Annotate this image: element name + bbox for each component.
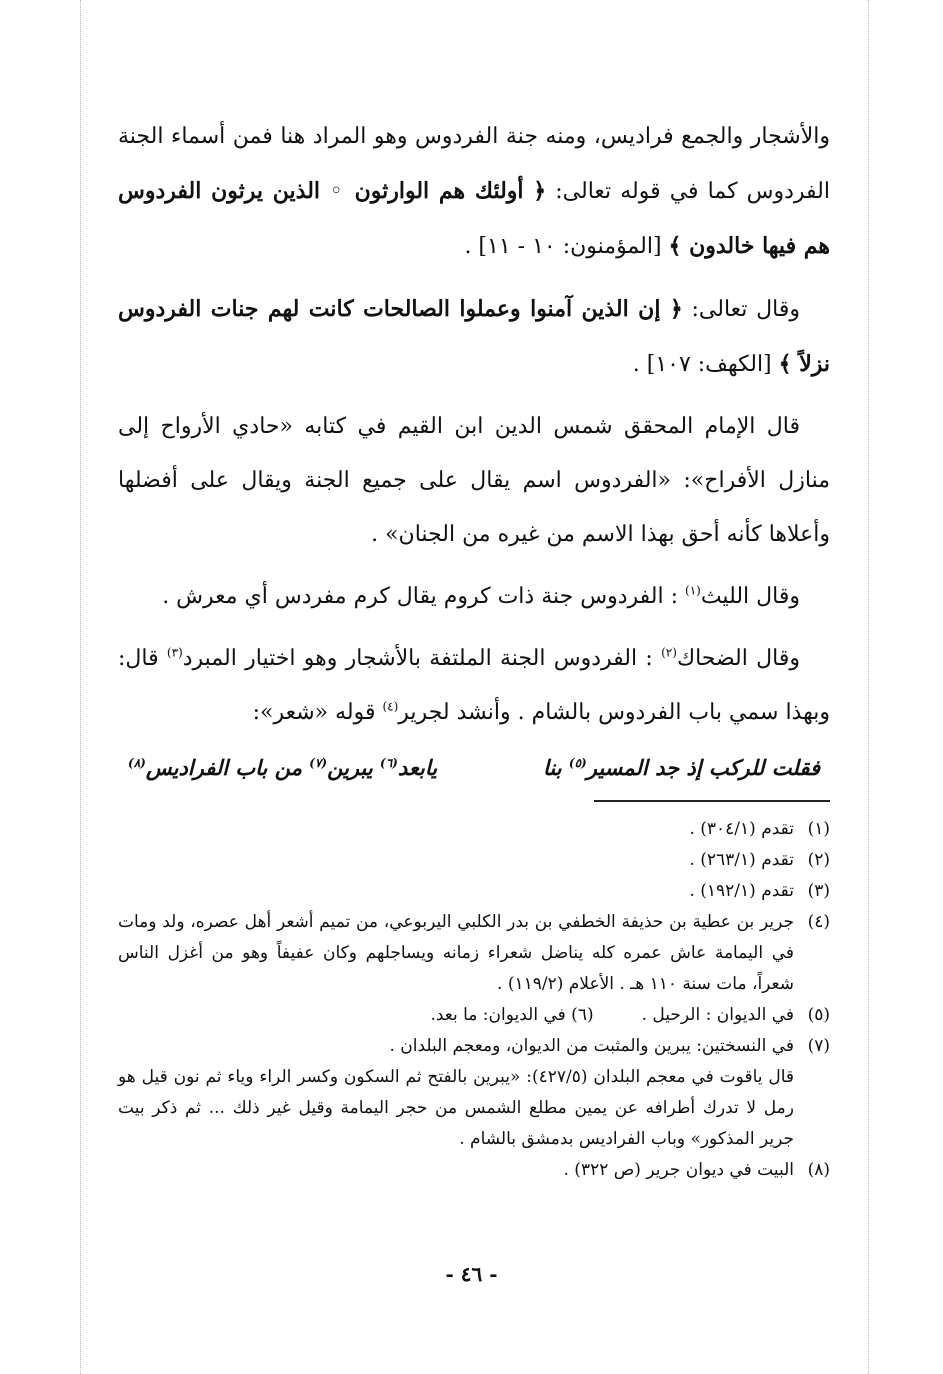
footnote-ref: (٣) — [166, 645, 183, 660]
footnote-number: (٣) — [807, 881, 830, 901]
footnote-number: (٢) — [807, 850, 830, 870]
quran-quote: ﴿ إن الذين آمنوا وعملوا الصالحات كانت لهم جنات الفردوس نزلاً ﴾ — [118, 296, 830, 377]
footnote-ref: (٨) — [128, 756, 146, 770]
paragraph — [118, 570, 830, 624]
text-run: قوله «شعر»: — [252, 700, 383, 725]
footnote-text: في الديوان: ما بعد. — [430, 1005, 566, 1025]
footnote-number — [794, 1062, 830, 1155]
footnote — [118, 845, 830, 876]
footnote-number: (١) — [807, 819, 830, 839]
footnote — [118, 1000, 830, 1031]
footnote — [118, 1031, 830, 1062]
footnote-text: تقدم (٣٠٤/١) . — [689, 819, 794, 839]
footnote-ref: (٢) — [661, 645, 677, 660]
paragraph — [118, 632, 830, 740]
text-run: : الفردوس الجنة الملتفة بالأشجار وهو اختيار المبرد — [182, 646, 662, 671]
verse-second-hemistich — [128, 748, 437, 788]
text-run: [الكهف: ١٠٧] . — [632, 352, 779, 377]
text-run: بنا — [543, 755, 569, 780]
text-run: وقال الضحاك — [676, 646, 800, 671]
margin-guide-right — [868, 0, 869, 1374]
footnote-ref: (٧) — [309, 756, 328, 770]
footnote-separator — [594, 800, 830, 802]
footnote-number: (٧) — [807, 1036, 830, 1056]
verse-first-hemistich — [543, 748, 820, 788]
text-run: [المؤمنون: ١٠ - ١١] . — [464, 234, 669, 259]
text-run: قال الإمام المحقق شمس الدين ابن القيم في كتابه «حادي الأرواح إلى منازل الأفراح»: «الفردوس اسم يقال على جميع الجنة ويقال على أفضلها وأعلاها كأنه أحق بهذا الاسم من غيره من الجنان» . — [118, 414, 830, 547]
footnote-text: في النسختين: يبرين والمثبت من الديوان، ومعجم البلدان . — [389, 1036, 794, 1056]
footnote-text: تقدم (٢٦٣/١) . — [689, 850, 794, 870]
text-run: والأشجار والجمع فراديس، ومنه جنة الفردوس وهو المراد هنا فمن أسماء الجنة الفردوس كما في قوله تعالى: — [118, 124, 830, 204]
footnote-text — [118, 1000, 794, 1031]
footnote-ref: (٤) — [382, 699, 399, 714]
main-text — [118, 110, 830, 740]
footnote-text: تقدم (١٩٢/١) . — [689, 881, 794, 901]
footnote-number: (٥) — [807, 1005, 830, 1025]
page-body — [118, 110, 830, 1186]
paragraph — [118, 110, 830, 274]
page-number: - ٤٦ - — [445, 1262, 498, 1286]
footnote-number: (٨) — [807, 1160, 830, 1180]
footnotes — [118, 814, 830, 1186]
footnote-ref: (٥) — [568, 756, 587, 770]
footnote-ref: (١) — [685, 583, 701, 598]
text-run: وقال تعالى: — [682, 297, 800, 322]
footnote-text: البيت في ديوان جرير (ص ٣٢٢) . — [563, 1160, 794, 1180]
quran-quote: ﴿ أولئك هم الوارثون ◦ الذين يرثون الفردوس هم فيها خالدون ﴾ — [118, 178, 830, 259]
text-run: يابعد — [397, 755, 438, 780]
footnote — [118, 1062, 830, 1155]
margin-guide-left — [80, 0, 81, 1374]
text-run: من باب الفراديس — [145, 755, 310, 780]
poetry-verse — [128, 748, 820, 788]
footnote — [118, 907, 830, 1000]
footnote-text: قال ياقوت في معجم البلدان (٤٢٧/٥): «يبرين بالفتح ثم السكون وكسر الراء وياء ثم نون قيل هو رمل لا تدرك أطرافه عن يمين مطلع الشمس من حجر اليمامة وقيل غير ذلك ... ثم ذكر بيت جرير المذكور» وباب الفراديس بدمشق بالشام . — [118, 1067, 795, 1149]
text-run: قال: وبهذا سمي باب الفردوس بالشام . وأنشد لجرير — [118, 646, 830, 725]
footnote — [118, 1155, 830, 1186]
footnote-ref: (٦) — [380, 756, 398, 770]
footnote-text-part — [430, 1000, 593, 1031]
text-run: يبرين — [327, 755, 381, 780]
footnote-text: جرير بن عطية بن حذيفة الخطفي بن بدر الكلبي اليربوعي، من تميم أشعر أهل عصره، ولد ومات في اليمامة عاش عمره كله يناضل شعراء زمانه ويساجلهم وكان عفيفاً وهو من أغزل الناس شعراً، مات سنة ١١٠ هـ . الأعلام (١١٩/٢) . — [118, 912, 794, 994]
text-run: : الفردوس جنة ذات كروم يقال كرم مفردس أي معرش . — [162, 584, 685, 609]
paragraph — [118, 400, 830, 562]
paragraph — [118, 282, 830, 392]
footnote — [118, 814, 830, 845]
footnote-text-part: في الديوان : الرحيل . — [641, 1005, 794, 1025]
footnote — [118, 876, 830, 907]
footnote-number: (٤) — [807, 912, 830, 932]
text-run: وقال الليث — [700, 584, 800, 609]
text-run: فقلت للركب إذ جد المسير — [586, 755, 820, 780]
footnote-number: (٦) — [565, 1005, 594, 1025]
